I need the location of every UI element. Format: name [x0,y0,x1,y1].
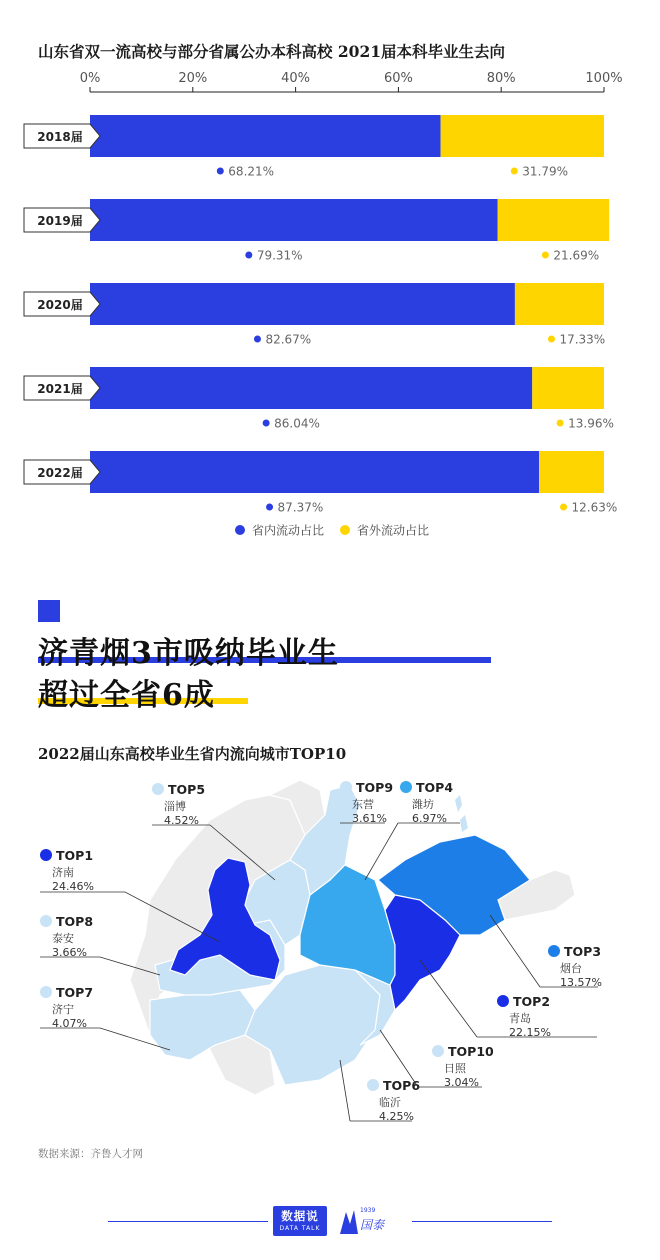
x-tick-label: 100% [585,71,623,86]
city-value: 22.15% [509,1026,551,1039]
city-rank: TOP5 [168,782,206,797]
footer-line-left [108,1221,268,1222]
city-value: 3.04% [444,1076,479,1089]
city-name: 济南 [52,866,74,879]
city-marker [40,915,52,927]
value-label: 21.69% [553,248,600,263]
city-marker [548,945,560,957]
city-name: 泰安 [52,932,74,945]
city-name: 潍坊 [412,798,434,811]
map-regions [130,780,575,1095]
city-value: 4.07% [52,1017,87,1030]
partner-logo-icon [338,1206,360,1236]
headline-line-1: 济青烟3市吸纳毕业生 [38,636,339,671]
map-region-island-2 [460,815,468,832]
city-value: 24.46% [52,880,94,893]
city-marker [367,1079,379,1091]
category-label: 2020届 [37,298,83,312]
city-marker [152,783,164,795]
partner-logo-year: 1939 [360,1207,376,1214]
city-name: 东营 [352,798,374,811]
city-value: 3.61% [352,812,387,825]
logo-main-text: 数据说 [281,1209,319,1223]
footer-line-right [412,1221,552,1222]
city-rank: TOP6 [383,1078,421,1093]
partner-logo [338,1204,408,1238]
value-label: 13.96% [568,416,614,431]
city-name: 淄博 [164,800,186,813]
legend-label: 省外流动占比 [357,523,430,538]
value-label: 79.31% [256,248,303,263]
partner-logo-text: 国泰 [360,1218,385,1232]
city-value: 13.57% [560,976,602,989]
city-name: 日照 [444,1062,466,1075]
city-value: 4.25% [379,1110,414,1123]
category-label: 2022届 [37,466,83,480]
value-label: 31.79% [522,164,569,179]
category-label: 2018届 [37,130,83,144]
x-tick-label: 20% [178,71,208,86]
logo-sub-text: DATA TALK [279,1225,321,1232]
value-label: 68.21% [228,164,275,179]
map-region-island-1 [455,795,462,812]
city-rank: TOP10 [448,1044,494,1059]
value-label: 17.33% [559,332,606,347]
city-value: 4.52% [164,814,199,827]
city-marker [400,781,412,793]
city-name: 烟台 [560,962,582,975]
city-rank: TOP9 [356,780,394,795]
x-tick-label: 80% [486,71,516,86]
value-label: 87.37% [277,500,324,515]
city-rank: TOP3 [564,944,602,959]
value-label: 12.63% [571,500,618,515]
city-name: 临沂 [379,1096,401,1109]
city-value: 3.66% [52,946,87,959]
leader-line [340,1060,350,1121]
city-rank: TOP4 [416,780,454,795]
city-marker [340,781,352,793]
leader-line [490,915,540,987]
city-marker [497,995,509,1007]
value-label: 82.67% [265,332,312,347]
city-rank: TOP1 [56,848,94,863]
legend-label: 省内流动占比 [252,523,325,538]
value-label: 86.04% [274,416,320,431]
city-rank: TOP7 [56,985,94,1000]
city-name: 青岛 [509,1012,531,1025]
city-rank: TOP8 [56,914,94,929]
x-tick-label: 60% [383,71,413,86]
city-value: 6.97% [412,812,447,825]
city-marker [40,986,52,998]
x-tick-label: 40% [281,71,311,86]
city-name: 济宁 [52,1003,74,1016]
x-tick-label: 0% [79,71,101,86]
headline-line-2: 超过全省6成 [38,678,215,713]
leader-line [420,960,477,1037]
chart2-title: 2022届山东高校毕业生省内流向城市TOP10 [38,745,347,763]
city-rank: TOP2 [513,994,551,1009]
category-label: 2021届 [37,382,83,396]
city-marker [40,849,52,861]
city-marker [432,1045,444,1057]
data-source: 数据来源：齐鲁人才网 [38,1148,143,1160]
category-label: 2019届 [37,214,83,228]
chart1-title: 山东省双一流高校与部分省属公办本科高校 2021届本科毕业生去向 [38,42,506,61]
data-talk-logo [273,1206,327,1236]
